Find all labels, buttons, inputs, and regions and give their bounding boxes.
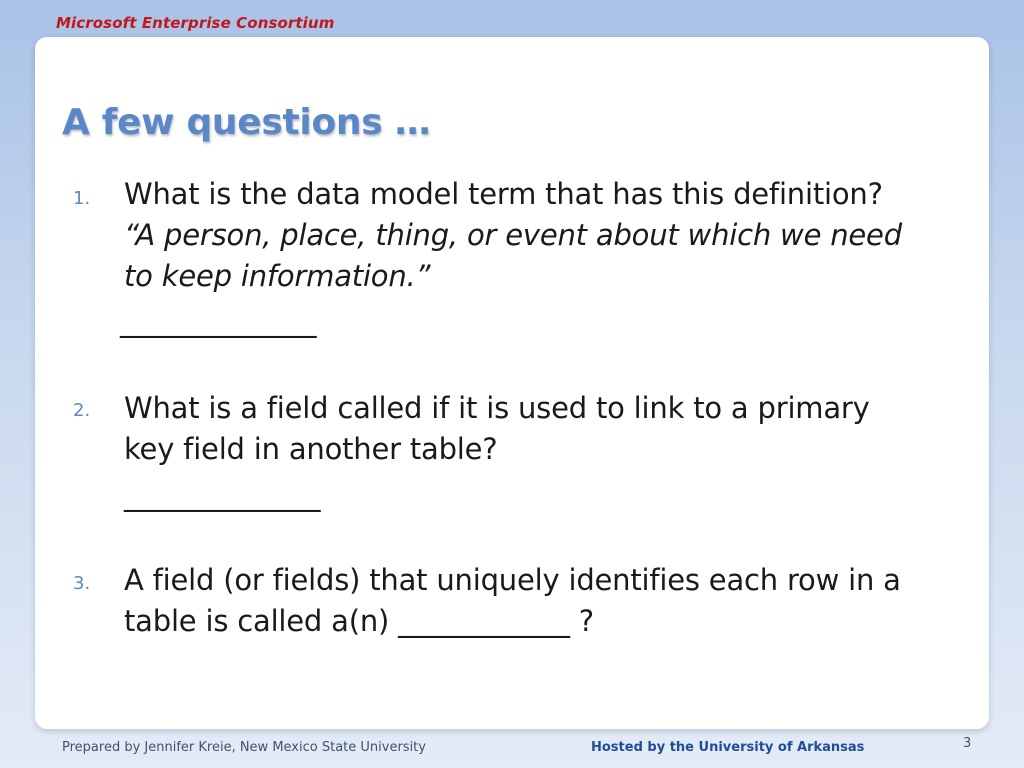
question-1-blank: ______________ bbox=[120, 304, 316, 338]
question-1-number: 1. bbox=[73, 188, 91, 209]
question-3-number: 3. bbox=[73, 573, 91, 594]
consortium-header: Microsoft Enterprise Consortium bbox=[56, 14, 335, 32]
footer-prepared-by: Prepared by Jennifer Kreie, New Mexico State University bbox=[62, 740, 426, 755]
slide-title: A few questions … bbox=[62, 102, 431, 143]
question-2-blank: ______________ bbox=[124, 478, 320, 512]
question-1-text bbox=[124, 174, 914, 297]
page-number: 3 bbox=[963, 736, 972, 751]
footer-hosted-by: Hosted by the University of Arkansas bbox=[591, 740, 865, 755]
question-1-definition: “A person, place, thing, or event about which we need to keep information.” bbox=[124, 218, 902, 293]
question-2-text: What is a field called if it is used to link to a primary key field in another table? bbox=[124, 391, 870, 466]
question-1-plain: What is the data model term that has this definition? bbox=[124, 177, 883, 211]
question-3-text: A field (or fields) that uniquely identifies each row in a table is called a(n) ____________ ? bbox=[124, 563, 901, 638]
question-2-number: 2. bbox=[73, 400, 91, 421]
